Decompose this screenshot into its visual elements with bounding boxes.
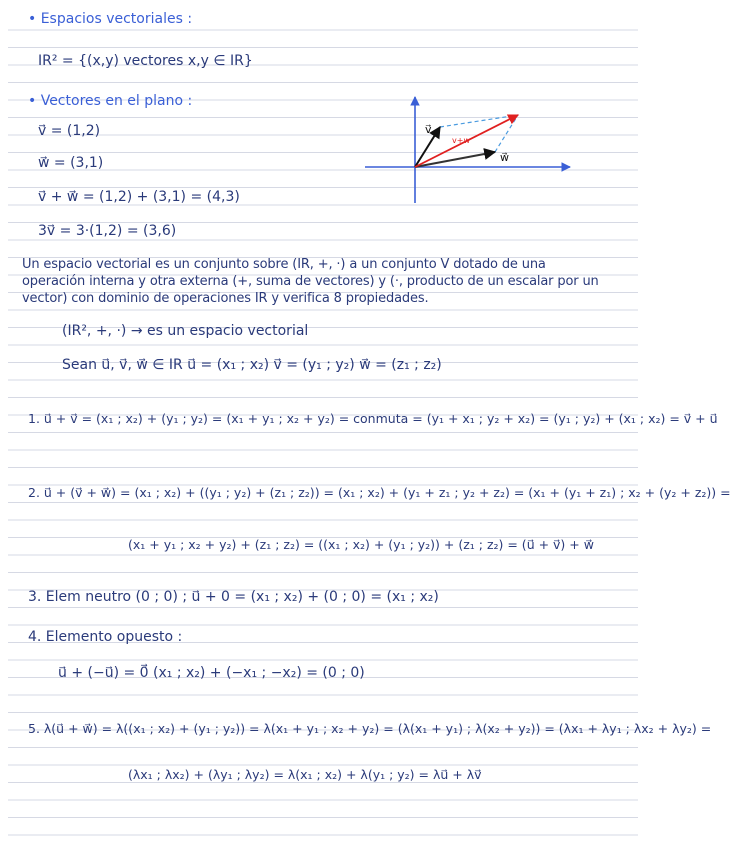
label-v: v⃗ bbox=[425, 123, 432, 136]
scalar-multiplication: 3v⃗ = 3·(1,2) = (3,6) bbox=[38, 223, 177, 239]
vector-v-definition: v⃗ = (1,2) bbox=[38, 123, 101, 139]
vector-w-definition: w⃗ = (3,1) bbox=[38, 155, 104, 171]
vector-plane-figure bbox=[360, 95, 575, 205]
vector-w-arrow bbox=[415, 152, 495, 167]
property-1-conmutativa: 1. u⃗ + v⃗ = (x₁ ; x₂) + (y₁ ; y₂) = (x₁ + y₁ ; x₂ + y₂) = conmuta = (y₁ + x₁ ; y₂ + x₂) = (y₁ ; y₂) + (x₁ ; x₂) = v⃗ + u⃗ bbox=[28, 411, 718, 426]
property-2-line-2: (x₁ + y₁ ; x₂ + y₂) + (z₁ ; z₂) = ((x₁ ; x₂) + (y₁ ; y₂)) + (z₁ ; z₂) = (u⃗ + v⃗) + w⃗ bbox=[128, 537, 594, 552]
property-3-neutro: 3. Elem neutro (0 ; 0) ; u⃗ + 0 = (x₁ ; x₂) + (0 ; 0) = (x₁ ; x₂) bbox=[28, 589, 439, 605]
vector-sum-equation: v⃗ + w⃗ = (1,2) + (3,1) = (4,3) bbox=[38, 189, 240, 205]
label-sum: v+w bbox=[452, 136, 470, 145]
definition-line-2: operación interna y otra externa (+, suma de vectores) y (·, producto de un escalar por un bbox=[22, 274, 599, 289]
r2-definition: IR² = {(x,y) vectores x,y ∈ IR} bbox=[38, 53, 253, 69]
label-w: w⃗ bbox=[500, 151, 509, 164]
property-5-line-2: (λx₁ ; λx₂) + (λy₁ ; λy₂) = λ(x₁ ; x₂) + λ(y₁ ; y₂) = λu⃗ + λv⃗ bbox=[128, 767, 482, 782]
property-4-title: 4. Elemento opuesto : bbox=[28, 629, 183, 645]
property-4-equation: u⃗ + (−u⃗) = 0⃗ (x₁ ; x₂) + (−x₁ ; −x₂) = (0 ; 0) bbox=[58, 665, 365, 681]
property-2-line-1: 2. u⃗ + (v⃗ + w⃗) = (x₁ ; x₂) + ((y₁ ; y₂) + (z₁ ; z₂)) = (x₁ ; x₂) + (y₁ + z₁ ; y₂ + z₂) = (x₁ + (y₁ + z₁) ; x₂ + (y₂ + z₂)) = bbox=[28, 485, 731, 500]
property-5-line-1: 5. λ(u⃗ + w⃗) = λ((x₁ ; x₂) + (y₁ ; y₂)) = λ(x₁ + y₁ ; x₂ + y₂) = (λ(x₁ + y₁) ; λ(x₂ + y₂)) = (λx₁ + λy₁ ; λx₂ + λy₂) = bbox=[28, 721, 712, 736]
definition-line-1: Un espacio vectorial es un conjunto sobre (IR, +, ·) a un conjunto V dotado de una bbox=[22, 257, 546, 272]
heading-vectores-plano: • Vectores en el plano : bbox=[28, 93, 193, 109]
vector-space-statement: (IR², +, ·) → es un espacio vectorial bbox=[62, 323, 309, 339]
definition-line-3: vector) con dominio de operaciones IR y verifica 8 propiedades. bbox=[22, 291, 429, 306]
heading-espacios-vectoriales: • Espacios vectoriales : bbox=[28, 11, 193, 27]
vectors-definition: Sean u⃗, v⃗, w⃗ ∈ IR u⃗ = (x₁ ; x₂) v⃗ = (y₁ ; y₂) w⃗ = (z₁ ; z₂) bbox=[62, 357, 442, 373]
